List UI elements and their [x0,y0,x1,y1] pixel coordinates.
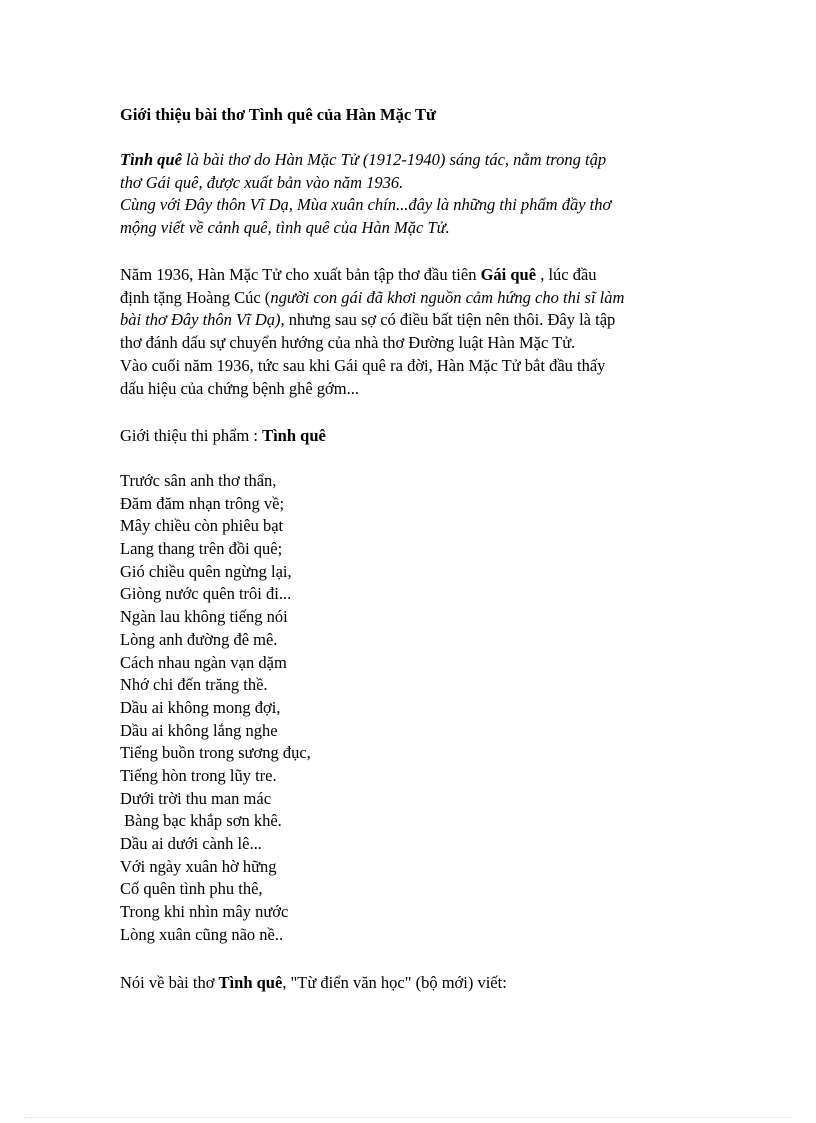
intro-line-1: là bài thơ do Hàn Mặc Tử (1912-1940) sáng tác, nằm trong tập [181,150,607,169]
poem-line: Giòng nước quên trôi đi... [120,584,292,604]
poem-line: Dầu ai không lắng nghe [120,720,278,740]
intro-line-3: Cùng với Đây thôn Vĩ Dạ, Mùa xuân chín...đây là những thi phẩm đầy thơ [120,195,612,215]
intro-paragraph [120,149,720,240]
poem-line: Gió chiều quên ngừng lại, [120,561,292,581]
page-bottom-rule [24,1117,792,1118]
poem-line: Trước sân anh thơ thẩn, [120,471,277,490]
poem-line: Ngàn lau không tiếng nói [120,607,288,627]
para-part-6: Vào cuối năm 1936, tức sau khi Gái quê ra đời, Hàn Mặc Tử bắt đầu thấy [120,355,606,375]
para-part-5: thơ đánh dấu sự chuyển hướng của nhà thơ Đường luật Hàn Mặc Tử. [120,333,576,353]
intro-bold-lead: Tình quê [120,150,182,169]
para-part-4: , nhưng sau sợ có điều bất tiện nên thôi. Đây là tập [280,310,616,330]
poem-line: Dầu ai dưới cành lê... [120,834,262,853]
poem-line: Đăm đăm nhạn trông về; [120,493,285,513]
poem-lines [120,470,311,946]
poem-line: Lòng anh đường đê mê. [120,629,278,649]
intro-line-4: mộng viết về cảnh quê, tình quê của Hàn Mặc Tử. [120,218,450,238]
closing-part-2: , "Từ điển văn học" (bộ mới) viết: [282,973,507,992]
document-body [120,104,720,992]
poem-line: Nhớ chi đến trăng thề. [120,675,268,695]
closing-line [120,972,507,995]
poem-line: Bàng bạc khắp sơn khê. [120,811,282,831]
section-heading-prefix: Giới thiệu thi phẩm : [120,426,263,445]
para-italic-note-b: bài thơ Đây thôn Vĩ Dạ) [120,310,281,330]
closing-bold: Tình quê [218,973,283,992]
poem-line: Với ngày xuân hờ hững [120,856,277,876]
poem-line: Dầu ai không mong đợi, [120,697,281,717]
poem-line: Lang thang trên đồi quê; [120,539,283,559]
intro-line-2: thơ Gái quê, được xuất bản vào năm 1936. [120,172,404,192]
document-title: Giới thiệu bài thơ Tình quê của Hàn Mặc Tử [120,105,436,124]
poem-line: Mây chiều còn phiêu bạt [120,516,284,536]
closing-part-1: Nói về bài thơ [120,973,219,992]
poem-line: Cách nhau ngàn vạn dặm [120,652,287,672]
section-heading [120,425,326,448]
history-paragraph [120,264,720,400]
para-italic-note-a: người con gái đã khơi nguồn cảm hứng cho thi sĩ làm [270,287,625,307]
poem-line: Cố quên tình phu thê, [120,879,263,899]
poem-line: Tiếng buồn trong sương đục, [120,743,311,763]
para-part-2: , lúc đầu [536,265,597,284]
poem-line: Dưới trời thu man mác [120,788,272,808]
poem-line: Trong khi nhìn mây nước [120,902,289,922]
section-heading-bold: Tình quê [262,426,326,445]
para-part-7: dấu hiệu của chứng bệnh ghê gớm... [120,378,359,398]
para-part-3: định tặng Hoàng Cúc ( [120,287,271,307]
poem-line: Tiếng hòn trong lũy tre. [120,765,277,785]
para-bold-book: Gái quê [480,265,537,284]
para-part-1: Năm 1936, Hàn Mặc Tử cho xuất bản tập thơ đầu tiên [120,265,481,284]
poem-line: Lòng xuân cũng não nề.. [120,924,284,944]
